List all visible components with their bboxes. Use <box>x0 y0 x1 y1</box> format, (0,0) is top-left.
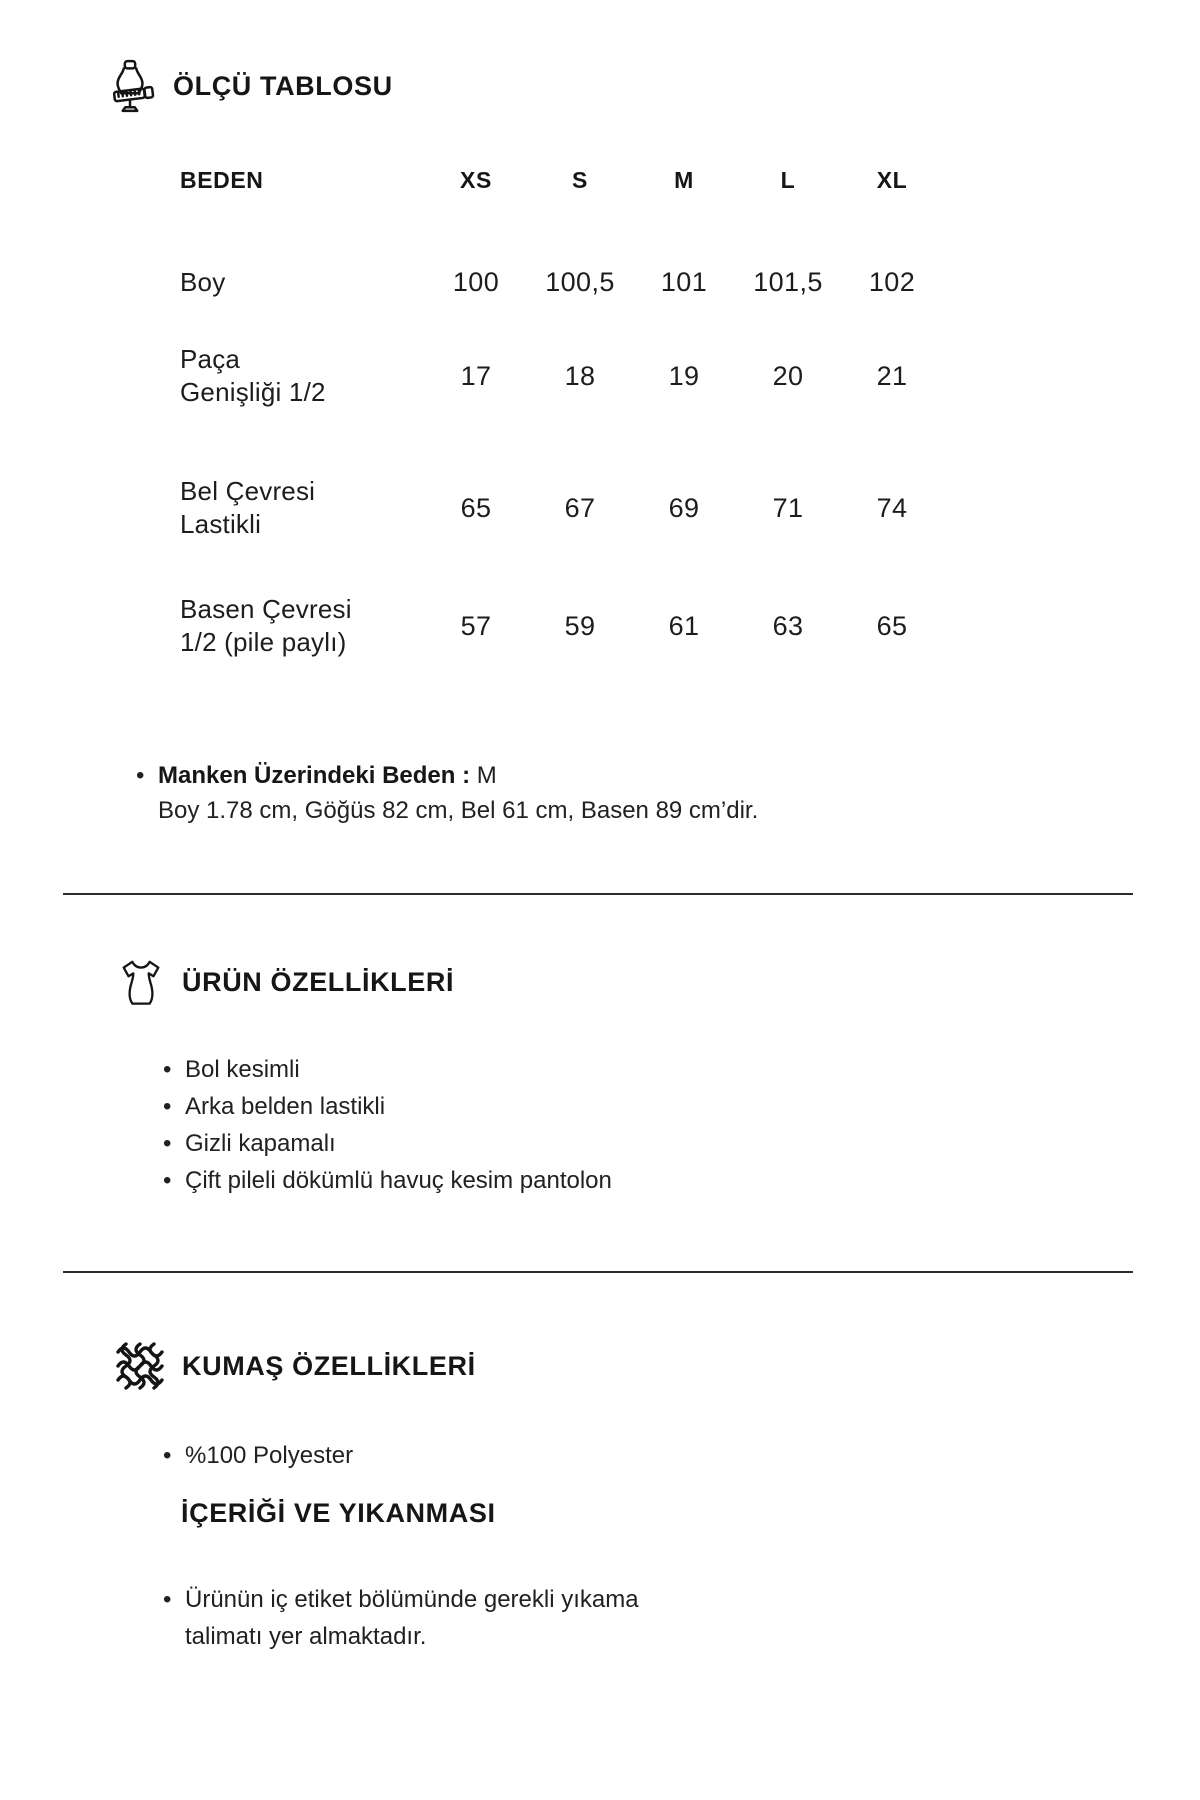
model-size-line <box>136 758 1076 793</box>
size-column-xs: XS <box>460 166 492 193</box>
size-column-s: S <box>572 166 588 193</box>
cell-value: 101 <box>660 266 708 297</box>
list-item: • Gizli kapamalı <box>163 1125 903 1162</box>
care-list <box>163 1581 783 1655</box>
size-section-header <box>103 58 393 114</box>
cell-value: 20 <box>772 360 804 391</box>
list-item: • Bol kesimli <box>163 1051 903 1088</box>
fabric-feature-list <box>163 1437 903 1474</box>
size-column-xl: XL <box>876 166 908 193</box>
table-row-bel <box>180 474 944 542</box>
product-section-header <box>116 956 454 1008</box>
size-table-header-label: BEDEN <box>180 166 264 193</box>
cell-value: 65 <box>876 610 908 641</box>
mannequin-icon <box>103 58 157 114</box>
cell-value: 59 <box>564 610 596 641</box>
size-table-header-row <box>180 160 944 200</box>
measure-label: Bel Çevresi Lastikli <box>180 476 316 539</box>
section-divider <box>63 1271 1133 1273</box>
cell-value: 63 <box>772 610 804 641</box>
cell-value: 18 <box>564 360 596 391</box>
fabric-section-title: KUMAŞ ÖZELLİKLERİ <box>182 1350 476 1381</box>
measure-label: Boy <box>180 266 226 297</box>
model-measurements: Boy 1.78 cm, Göğüs 82 cm, Bel 61 cm, Basen 89 cm’dir. <box>158 797 759 824</box>
bullet-dot <box>163 1581 185 1618</box>
cell-value: 100,5 <box>545 266 615 297</box>
model-size-value: M <box>476 762 497 789</box>
cell-value: 71 <box>772 492 804 523</box>
cell-value: 57 <box>460 610 492 641</box>
table-row-basen <box>180 592 944 660</box>
cell-value: 61 <box>668 610 700 641</box>
table-row-boy <box>180 256 944 308</box>
list-item: • Arka belden lastikli <box>163 1088 903 1125</box>
list-item: • Çift pileli dökümlü havuç kesim pantolon <box>163 1162 903 1199</box>
model-size-label: Manken Üzerindeki Beden : <box>158 762 471 789</box>
section-divider <box>63 893 1133 895</box>
cell-value: 102 <box>868 266 916 297</box>
product-feature-list <box>163 1051 903 1199</box>
cell-value: 100 <box>452 266 500 297</box>
bullet-dot <box>163 1162 185 1199</box>
tshirt-icon <box>116 956 166 1008</box>
table-row-paca <box>180 342 944 410</box>
list-item: • Ürünün iç etiket bölümünde gerekli yıkama talimatı yer almaktadır. <box>163 1581 783 1655</box>
bullet-dot <box>163 1437 185 1474</box>
cell-value: 17 <box>460 360 492 391</box>
bullet-dot <box>136 758 158 793</box>
cell-value: 21 <box>876 360 908 391</box>
care-title: İÇERİĞİ VE YIKANMASI <box>181 1498 496 1528</box>
list-item: • %100 Polyester <box>163 1437 903 1474</box>
fabric-section-header <box>114 1340 476 1392</box>
size-section-title: ÖLÇÜ TABLOSU <box>173 70 393 101</box>
measure-label: Paça Genişliği 1/2 <box>180 344 326 407</box>
bullet-dot <box>163 1125 185 1162</box>
cell-value: 69 <box>668 492 700 523</box>
size-column-m: M <box>674 166 694 193</box>
bullet-dot <box>163 1051 185 1088</box>
cell-value: 19 <box>668 360 700 391</box>
cell-value: 101,5 <box>753 266 823 297</box>
product-section-title: ÜRÜN ÖZELLİKLERİ <box>182 966 455 997</box>
bullet-dot <box>163 1088 185 1125</box>
model-size-note <box>136 758 1076 828</box>
cell-value: 74 <box>876 492 908 523</box>
size-column-l: L <box>780 166 796 193</box>
cell-value: 67 <box>564 492 596 523</box>
measure-label: Basen Çevresi 1/2 (pile paylı) <box>180 594 352 657</box>
cell-value: 65 <box>460 492 492 523</box>
weave-icon <box>114 1340 166 1392</box>
